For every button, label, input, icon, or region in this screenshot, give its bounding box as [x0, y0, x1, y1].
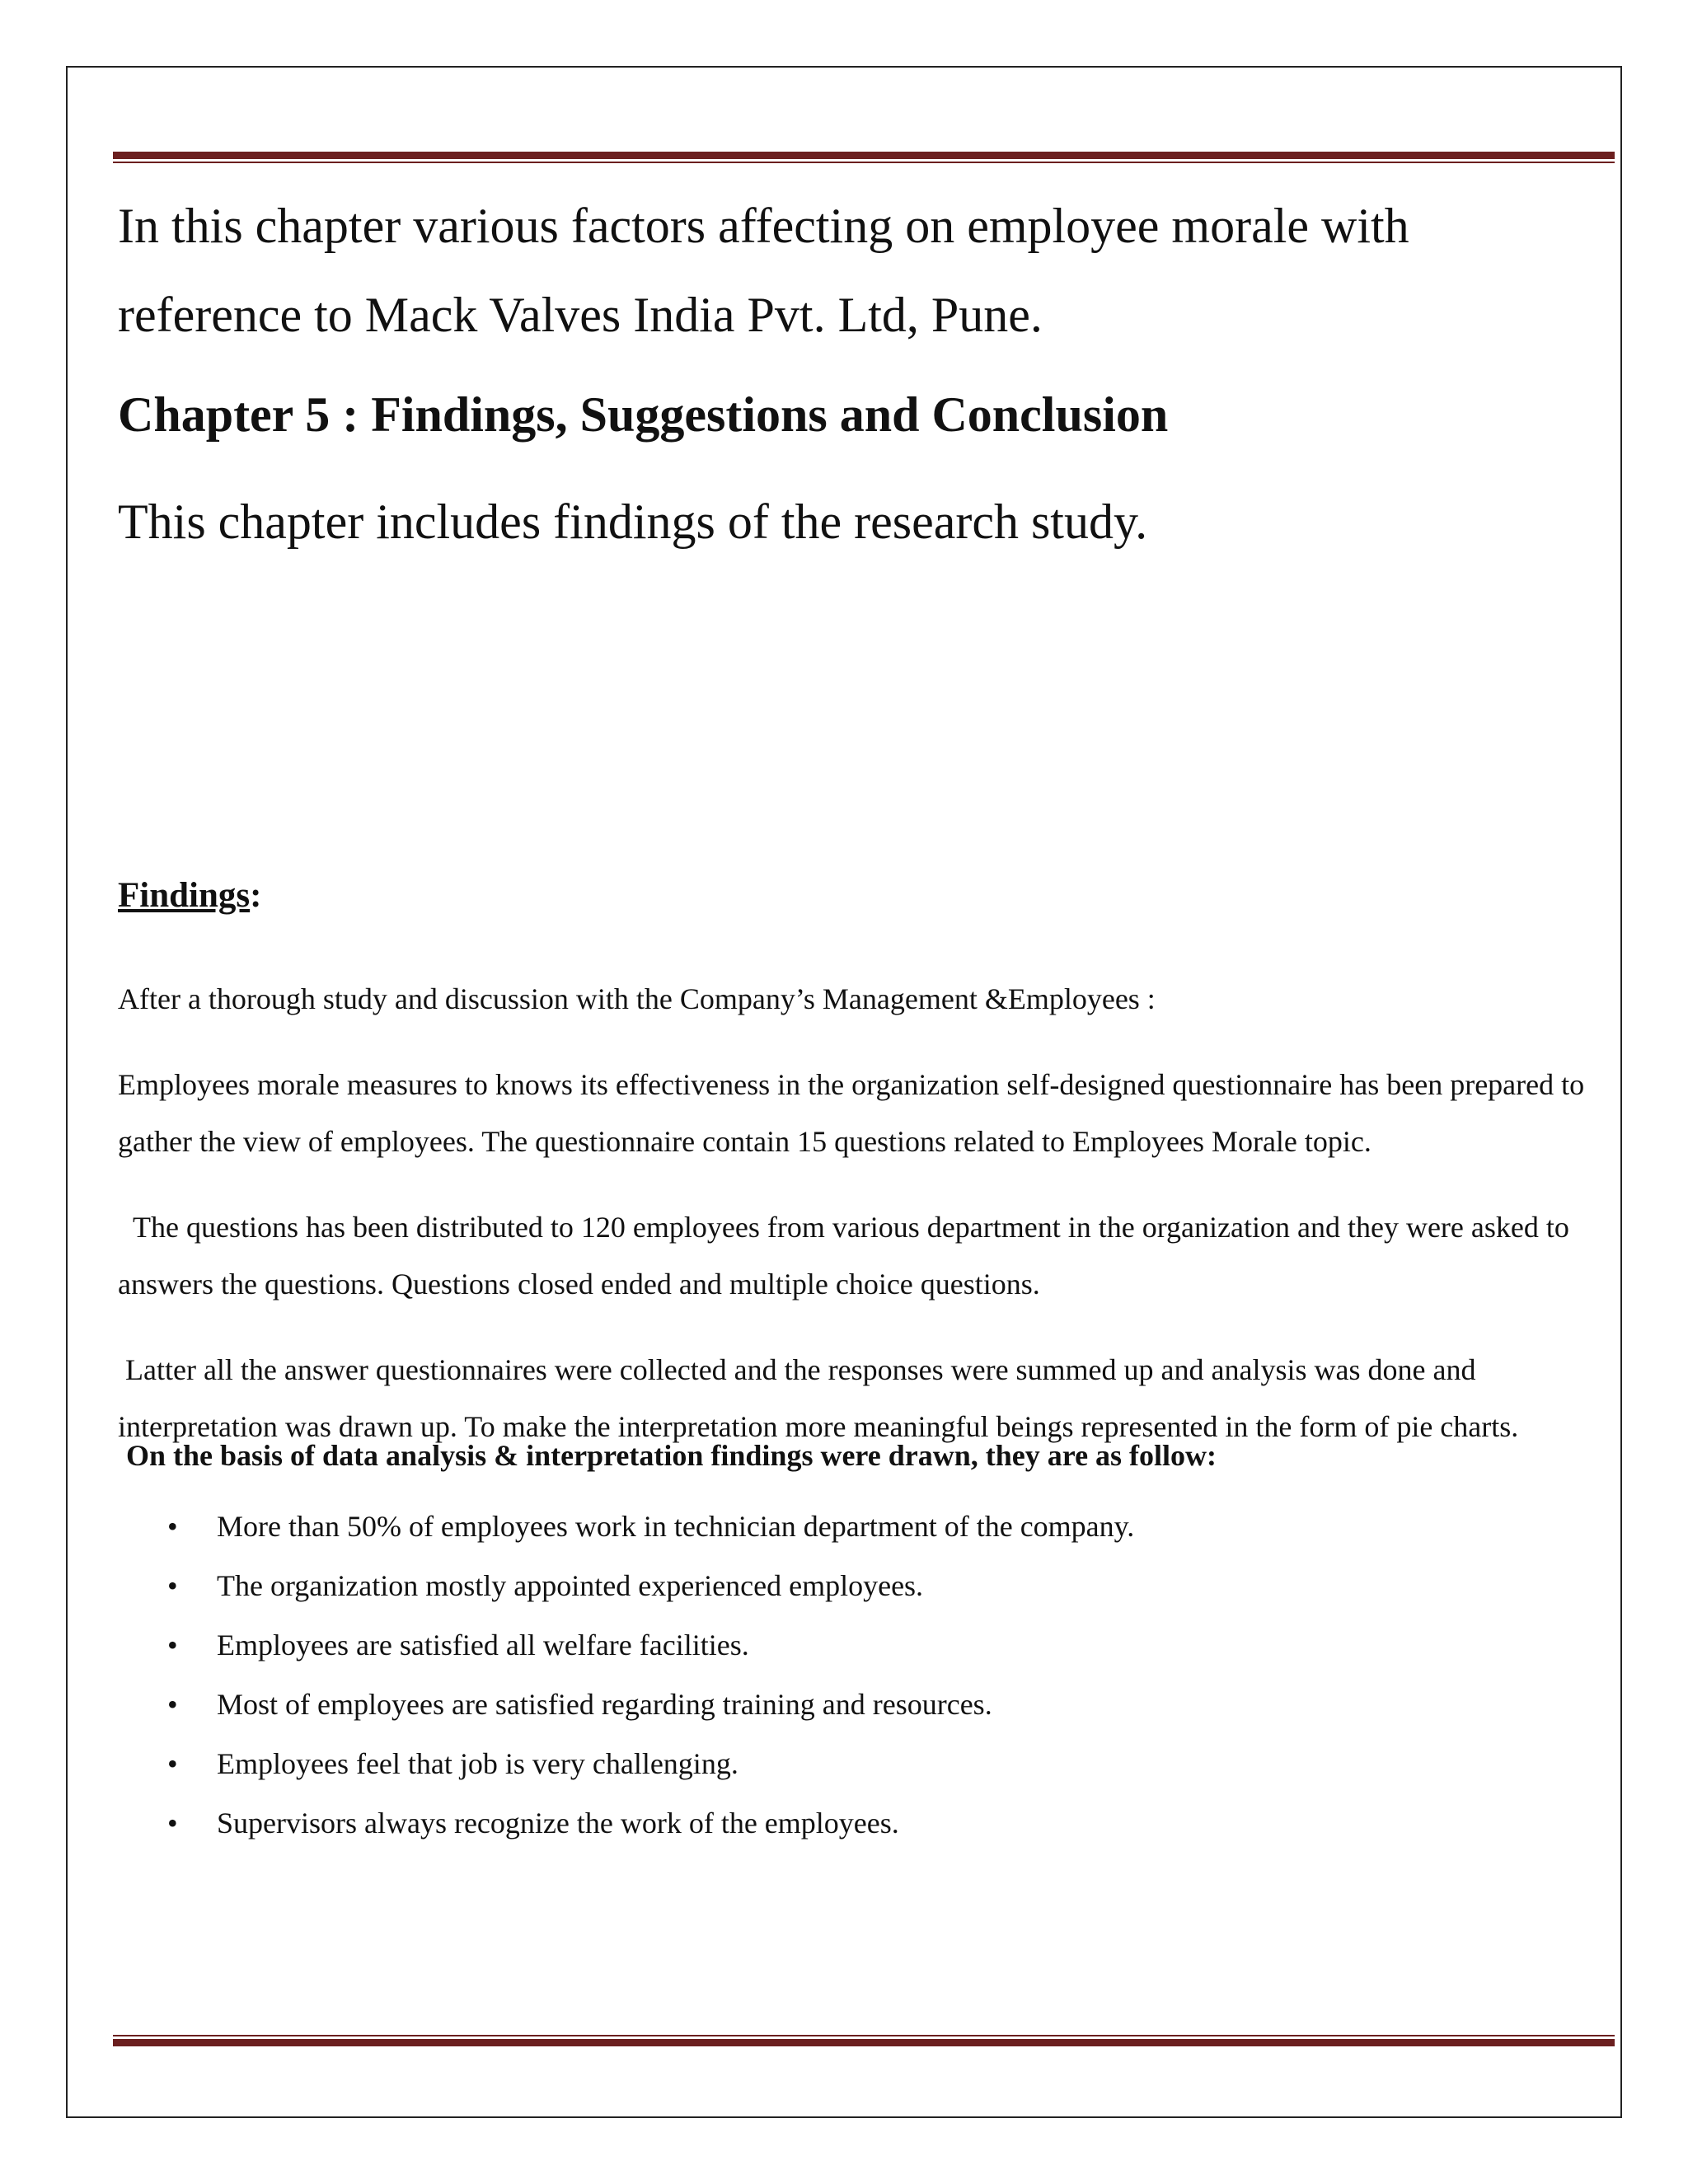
- findings-heading: [118, 875, 261, 916]
- page-content: [118, 181, 1601, 1840]
- findings-paragraph: Latter all the answer questionnaires were collected and the responses were summed up and analysis was done and interpretation was drawn up. To make the interpretation more meaningful beings represented in the form of pie charts.: [118, 1353, 1519, 1443]
- list-item-text: More than 50% of employees work in technician department of the company.: [217, 1510, 1135, 1543]
- bullet-icon: •: [167, 1510, 178, 1543]
- list-item: [118, 1793, 1134, 1853]
- list-item: [118, 1675, 1134, 1734]
- list-item-text: Most of employees are satisfied regarding training and resources.: [217, 1688, 992, 1721]
- list-item-text: Employees feel that job is very challenging.: [217, 1747, 738, 1780]
- findings-heading-colon: :: [250, 876, 262, 915]
- intro-text: In this chapter various factors affecting on employee morale with reference to Mack Valves India Pvt. Ltd, Pune.: [118, 199, 1409, 342]
- findings-heading-text: Findings: [118, 876, 251, 915]
- list-item: [118, 1556, 1134, 1615]
- list-item: [118, 1497, 1134, 1556]
- footer-rule-thin: [113, 2035, 1615, 2036]
- bullet-icon: •: [167, 1629, 178, 1661]
- findings-list: [118, 1497, 1134, 1853]
- bullet-icon: •: [167, 1807, 178, 1840]
- header-rule: [113, 152, 1615, 163]
- header-rule-thick: [113, 152, 1615, 159]
- bullet-icon: •: [167, 1569, 178, 1602]
- chapter-heading: Chapter 5 : Findings, Suggestions and Conclusion: [118, 387, 1169, 442]
- findings-intro-line: After a thorough study and discussion with the Company’s Management &Employees :: [118, 982, 1156, 1015]
- findings-lead: On the basis of data analysis & interpretation findings were drawn, they are as follow:: [126, 1439, 1217, 1472]
- list-item: [118, 1734, 1134, 1793]
- list-item-text: Supervisors always recognize the work of the employees.: [217, 1807, 899, 1840]
- chapter-description: This chapter includes findings of the research study.: [118, 494, 1148, 549]
- findings-paragraph: Employees morale measures to knows its effectiveness in the organization self-designed questionnaire has been prepared to gather the view of employees. The questionnaire contain 15 questions related to Employees Morale topic.: [118, 1068, 1592, 1158]
- header-rule-thin: [113, 162, 1615, 163]
- footer-rule: [113, 2035, 1615, 2046]
- list-item-text: Employees are satisfied all welfare facilities.: [217, 1629, 749, 1661]
- list-item: [118, 1615, 1134, 1675]
- findings-paragraph: The questions has been distributed to 120 employees from various department in the organization and they were asked to answers the questions. Questions closed ended and multiple choice questions.: [118, 1211, 1577, 1301]
- list-item-text: The organization mostly appointed experienced employees.: [217, 1569, 924, 1602]
- bullet-icon: •: [167, 1747, 178, 1780]
- bullet-icon: •: [167, 1688, 178, 1721]
- footer-rule-thick: [113, 2039, 1615, 2046]
